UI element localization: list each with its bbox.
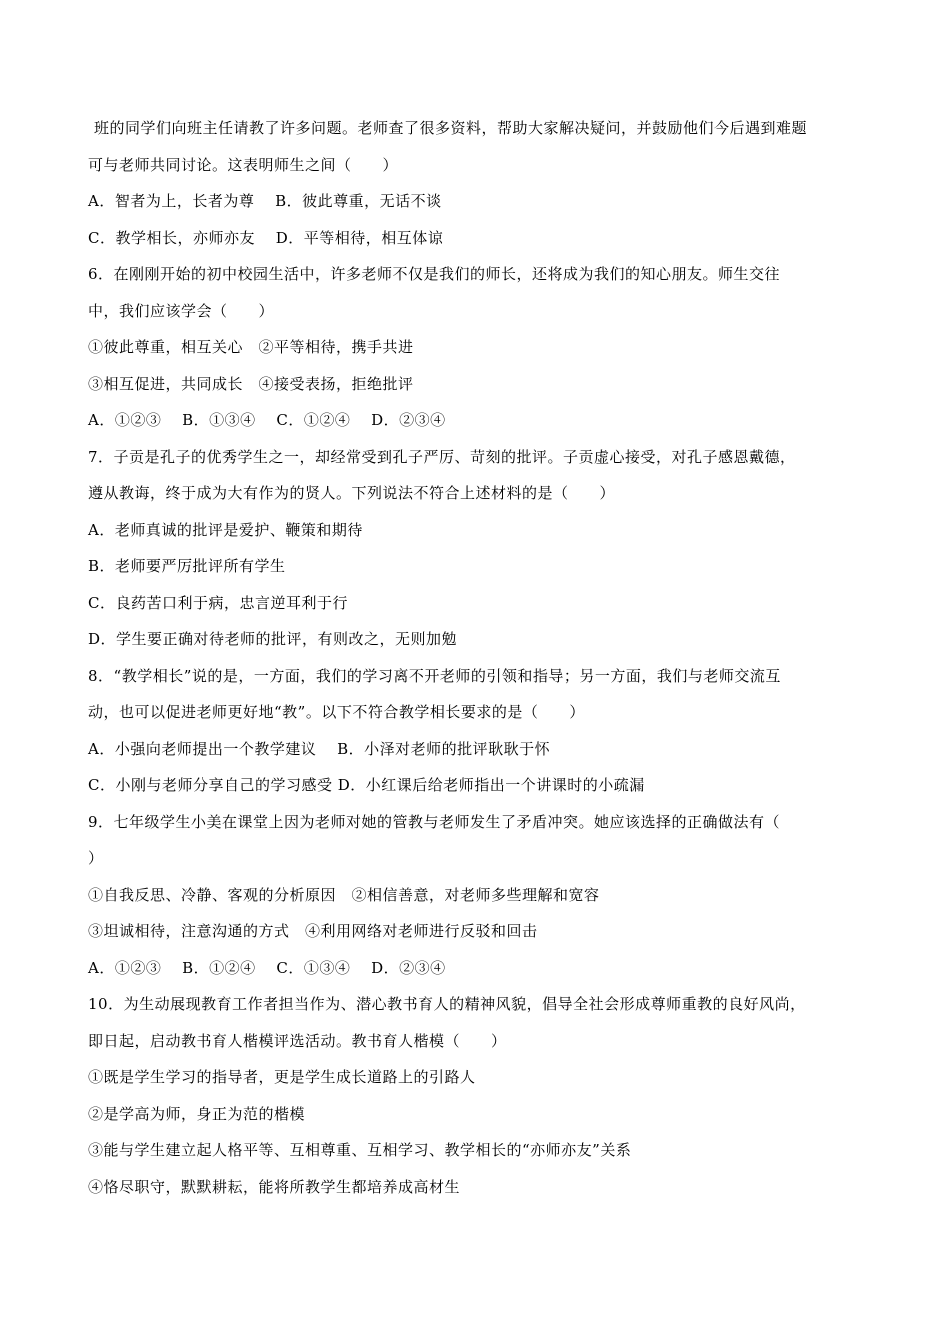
option-line: C．良药苦口利于病，忠言逆耳利于行 (88, 593, 348, 612)
document-page (88, 110, 868, 1205)
choice-line: ③坦诚相待，注意沟通的方式 ④利用网络对老师进行反驳和回击 (88, 922, 538, 940)
choice-line: ①既是学生学习的指导者，更是学生成长道路上的引路人 (88, 1068, 476, 1086)
option-line: A．①②③ B．①③④ C．①②④ D．②③④ (88, 411, 446, 429)
question-10: 10．为生动展现教育工作者担当作为、潜心教书育人的精神风貌，倡导全社会形成尊师重教的良好风尚， (88, 995, 806, 1013)
choice-line: ①彼此尊重，相互关心 ②平等相待，携手共进 (88, 338, 414, 356)
text-line: 遵从教诲，终于成为大有作为的贤人。下列说法不符合上述材料的是（ ） (88, 484, 616, 502)
option-line: A．①②③ B．①②④ C．①③④ D．②③④ (88, 958, 446, 977)
option-line: A．智者为上，长者为尊 B．彼此尊重，无话不谈 (88, 192, 442, 210)
choice-line: ④恪尽职守，默默耕耘，能将所教学生都培养成高材生 (88, 1177, 461, 1196)
text-line: 即日起，启动教书育人楷模评选活动。教书育人楷模（ ） (88, 1031, 507, 1050)
text-line: ） (88, 849, 104, 867)
choice-line: ③能与学生建立起人格平等、互相尊重、互相学习、教学相长的“亦师亦友”关系 (88, 1141, 632, 1159)
question-7: 7．子贡是孔子的优秀学生之一，却经常受到孔子严厉、苛刻的批评。子贡虚心接受，对孔子感恩戴德， (88, 447, 796, 466)
text-line-continuation: 班的同学们向班主任请教了许多问题。老师查了很多资料，帮助大家解决疑问，并鼓励他们今后遇到难题 (94, 119, 808, 137)
choice-line: ①自我反思、冷静、客观的分析原因 ②相信善意，对老师多些理解和宽容 (88, 885, 600, 904)
choice-line: ②是学高为师，身正为范的楷模 (88, 1104, 306, 1123)
option-line: C．小刚与老师分享自己的学习感受 D．小红课后给老师指出一个讲课时的小疏漏 (88, 776, 645, 794)
text-line: 动，也可以促进老师更好地“教”。以下不符合教学相长要求的是（ ） (88, 703, 585, 721)
question-8: 8．“教学相长”说的是，一方面，我们的学习离不开老师的引领和指导；另一方面，我们与老师交流互 (88, 666, 781, 685)
choice-line: ③相互促进，共同成长 ④接受表扬，拒绝批评 (88, 374, 414, 393)
text-line: 中，我们应该学会（ ） (88, 301, 275, 320)
option-line: D．学生要正确对待老师的批评，有则改之，无则加勉 (88, 630, 458, 648)
option-line: A．小强向老师提出一个教学建议 B．小泽对老师的批评耿耿于怀 (88, 739, 551, 758)
option-line: B．老师要严厉批评所有学生 (88, 557, 286, 575)
text-line: 可与老师共同讨论。这表明师生之间（ ） (88, 155, 399, 174)
option-line: A．老师真诚的批评是爱护、鞭策和期待 (88, 520, 363, 539)
question-9: 9．七年级学生小美在课堂上因为老师对她的管教与老师发生了矛盾冲突。她应该选择的正确做法有（ (88, 812, 781, 831)
option-line: C．教学相长，亦师亦友 D．平等相待，相互体谅 (88, 228, 444, 247)
question-6: 6．在刚刚开始的初中校园生活中，许多老师不仅是我们的师长，还将成为我们的知心朋友。师生交往 (88, 265, 781, 283)
